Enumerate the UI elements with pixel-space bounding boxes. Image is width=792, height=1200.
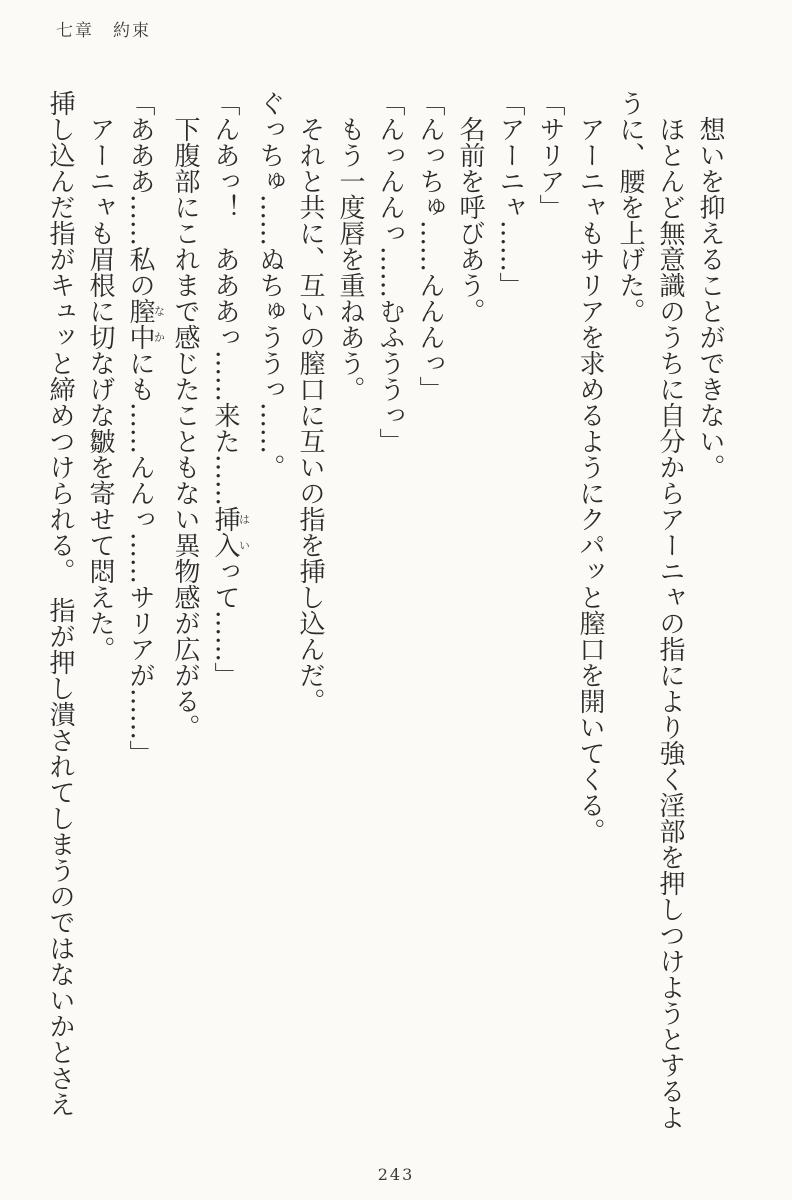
text-line: アーニャも眉根に切なげな皺を寄せて悶えた。 [85,116,115,662]
text-line: アーニャもサリアを求めるようにクパッと膣口を開いてくる。 [575,116,605,844]
text-line: 挿し込んだ指がキュッと締めつけられる。 指が押し潰されてしまうのではないかとさえ [45,90,75,1117]
ruby-annotated-word: 膣中なか [125,298,166,350]
vertical-text-area [46,90,730,1138]
page-number: 243 [377,1165,415,1184]
text-line: 「んっんんっ……むふううっ」 [375,90,405,454]
text-line: 「んあっ！ あああっ……来た……挿入はいって……」 [210,90,251,688]
text-line: 下腹部にこれまで感じたこともない異物感が広がる。 [170,116,200,740]
text-line: 「アーニャ……」 [495,90,525,298]
text-line: 「サリア」 [535,90,565,220]
text-line: それと共に、互いの膣口に互いの指を挿し込んだ。 [295,116,325,714]
chapter-header: 七章 約束 [56,21,151,41]
text-line: もう一度唇を重ねあう。 [335,116,365,402]
text-line: 名前を呼びあう。 [455,116,485,324]
ruby-annotated-word: 挿入はい [210,506,251,558]
text-line: ぐっちゅ……ぬちゅううっ……。 [255,90,285,480]
text-line: ほとんど無意識のうちに自分からアーニャの指により強く淫部を押しつけようとするように、腰を上げた。 [615,90,685,1130]
text-line: 「あああ……私の膣中なかにも……んんっ……サリアが……」 [125,90,166,766]
text-line: 想いを抑えることができない。 [695,116,725,480]
text-line: 「んっちゅ……んんんっ」 [415,90,445,402]
